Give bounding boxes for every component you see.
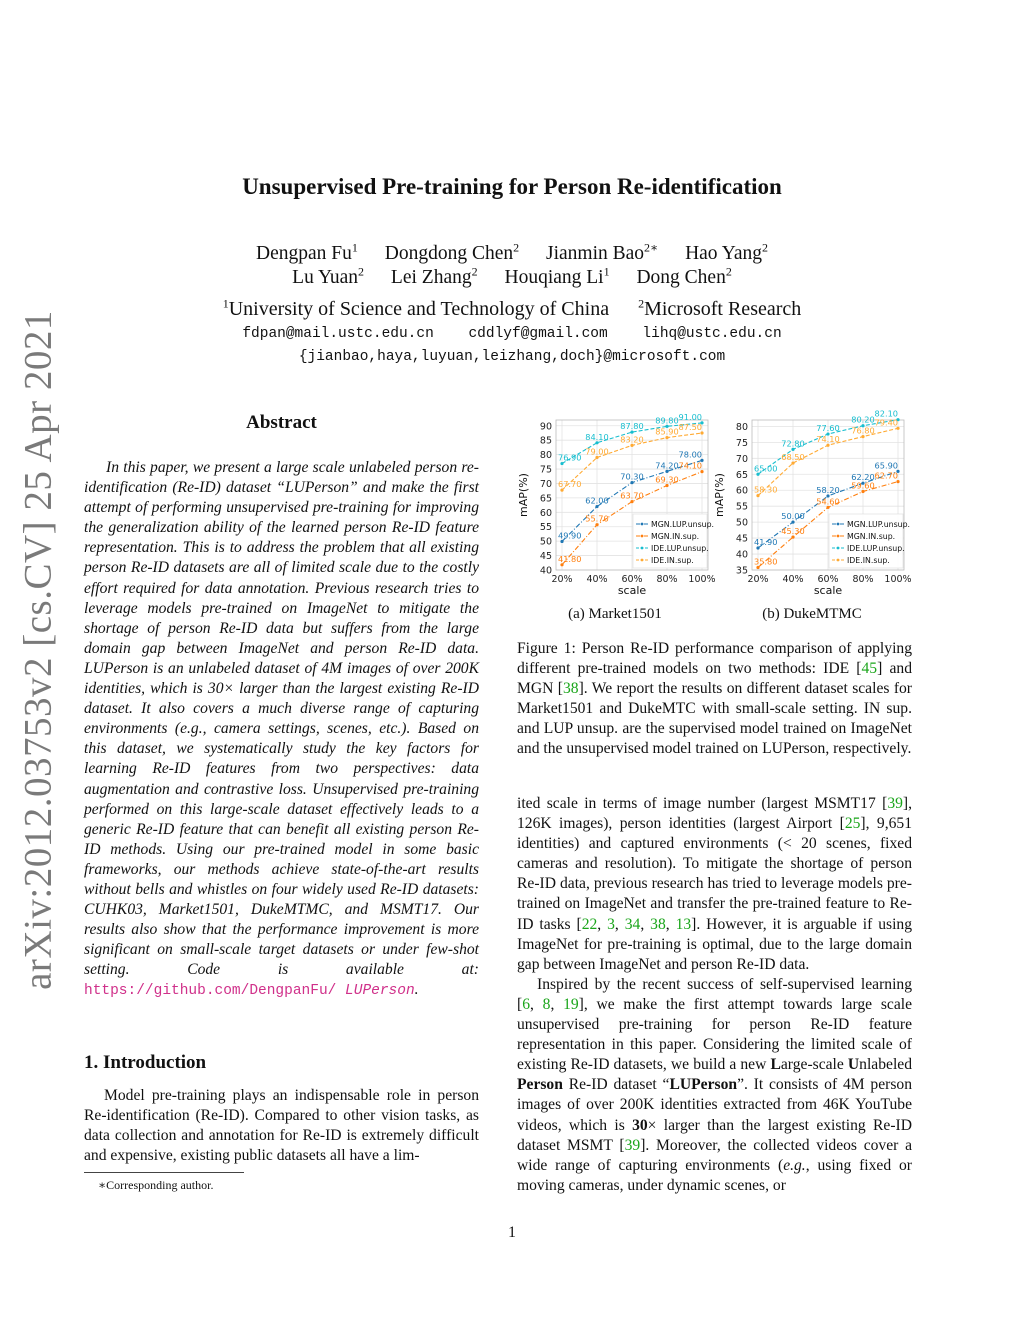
arxiv-identifier: arXiv:2012.03753v2 [cs.CV] 25 Apr 2021 [16,310,60,990]
x-tick-label: 60% [817,574,839,585]
paragraph: Inspired by the recent success of self-supervised learning [6, 8, 19], we make the first attempt towards large scale unsupervised pre-training for person Re-ID feature representation in this paper. Considering the limited scale of existing Re-ID datasets, we build a new Large-scale Unlabeled Person Re-ID dataset “LUPerson”. It consists of 4M person images of over 200K identities extracted from 46K YouTube videos, which is 30× larger than the largest existing Re-ID dataset MSMT [39]. Moreover, the collected videos cover a wide range of capturing environments (e.g., using fixed or moving cameras, under dynamic scenes, or [517,975,912,1194]
intro-body: Model pre-training plays an indispensable role in person Re-identification (Re-ID). Compared to other vision tasks, as data collection and annotation for Re-ID is extremely difficult and expensive, existing public datasets all have a lim- [84,1087,479,1164]
citation-link[interactable]: 13 [675,915,692,933]
affiliations [0,296,1024,321]
citation-link[interactable]: 45 [861,660,878,678]
y-tick-label: 45 [735,533,748,545]
x-tick-label: 80% [656,574,678,585]
y-tick-label: 40 [539,565,552,577]
data-label: 65.00 [754,463,778,474]
email: lihq@ustc.edu.cn [642,326,782,342]
citation-link[interactable]: 34 [624,915,641,933]
citation-link[interactable]: 39 [887,795,903,812]
data-label: 62.00 [585,495,609,506]
legend-label: IDE.LUP.unsup. [847,544,905,553]
legend-label: IDE.IN.sup. [651,556,694,565]
x-tick-label: 80% [852,574,874,585]
y-tick-label: 60 [735,485,748,497]
legend-label: IDE.LUP.unsup. [651,544,709,553]
data-label: 70.30 [620,471,644,482]
citation-link[interactable]: 38 [562,680,579,698]
data-label: 74.10 [816,434,840,445]
y-tick-label: 80 [735,421,748,433]
x-tick-label: 20% [747,574,769,585]
y-tick-label: 75 [539,464,552,476]
x-tick-label: 60% [621,574,643,585]
author: Jianmin Bao$^{2∗}$ [545,240,659,264]
data-label: 67.70 [558,479,582,490]
y-tick-label: 40 [735,549,748,561]
intro-heading: 1. Introduction [84,1052,207,1073]
data-label: 58.20 [816,484,840,495]
citation-link[interactable]: 25 [844,815,861,833]
legend-marker [641,547,644,550]
y-tick-label: 55 [735,501,748,513]
abstract-body: In this paper, we present a large scale unlabeled person re-identification (Re-ID) dataset “LUPerson” and make the first attempt of performing unsupervised pre-training for improving the generalization ability of the learned person Re-ID feature representation. This is to address the problem that all existing person Re-ID datasets are all of limited scale due to the costly effort required for data annotation. Previous research tries to leverage models pre-trained on ImageNet to mitigate the shortage of person Re-ID data but suffers from the large domain gap between ImageNet and person Re-ID data. LUPerson is an unlabeled dataset of 4M images of over 200K identities, which is 30× larger than the largest existing Re-ID dataset. It also covers a much diverse range of capturing environments (e.g., camera settings, scenes, etc.). Based on this dataset, we systematically study the key factors for learning Re-ID features from two perspectives: data augmentation and contrastive loss. Unsupervised pre-training performed on this large-scale dataset effectively leads to a generic Re-ID feature that can benefit all existing person Re-ID methods. Using our pre-trained model in some basic frameworks, our methods achieve state-of-the-art results without bells and whistles on four widely used Re-ID datasets: CUHK03, Market1501, DukeMTMC, and MSMT17. Our results also show that the performance improvement is more significant on small-scale target datasets or under few-shot setting. Code is available at: https://github.com/DengpanFu/ LUPerson. [84,459,479,1000]
x-tick-label: 20% [551,574,573,585]
data-label: 78.00 [678,449,702,460]
citation-link[interactable]: 38 [650,915,666,933]
data-label: 85.90 [655,426,679,437]
chart-market1501 [516,411,716,597]
legend-label: MGN.LUP.unsup. [651,520,715,529]
citation-link[interactable]: 8 [542,995,551,1013]
data-label: 68.50 [781,452,805,463]
y-tick-label: 65 [735,469,748,481]
paragraph: ited scale in terms of image number (largest MSMT17 [39], 126K images), person identities (largest Airport [25], 9,651 identities) and captured environments (< 20 scenes, fixed cameras and resolution). To mitigate the shortage of person Re-ID data, previous research has tried to leverage models pre-trained on ImageNet and transfer the pre-trained feature to Re-ID tasks [22, 3, 34, 38, 13]. However, it is arguable if using ImageNet for pre-training is optimal, due to the large domain gap between ImageNet and person Re-ID data. [517,795,913,973]
author: Dongdong Chen$^2$ [384,240,520,264]
data-label: 41.90 [754,536,778,547]
data-label: 50.00 [781,511,805,522]
emails-row-2 [0,349,1024,365]
data-label: 82.10 [874,408,898,419]
email: fdpan@mail.ustc.edu.cn [242,326,434,342]
y-tick-label: 85 [539,435,552,447]
data-label: 87.50 [678,421,702,432]
author: Lei Zhang$^2$ [390,264,478,288]
right-column-text [517,794,912,1196]
x-tick-label: 40% [782,574,804,585]
legend-label: MGN.LUP.unsup. [847,520,911,529]
x-axis-label: scale [813,584,843,597]
data-label: 62.70 [874,470,898,481]
legend-label: IDE.IN.sup. [847,556,890,565]
y-tick-label: 50 [539,536,552,548]
data-label: 63.70 [620,490,644,501]
data-label: 77.60 [816,423,840,434]
subcaption-b: (b) DukeMTMC [762,606,862,622]
data-label: 35.80 [754,556,778,567]
x-tick-label: 100% [688,574,716,585]
data-label: 49.90 [558,530,582,541]
legend-marker [837,547,840,550]
data-label: 79.00 [585,446,609,457]
y-tick-label: 70 [539,478,552,490]
data-label: 74.10 [678,460,702,471]
data-label: 72.80 [781,438,805,449]
data-label: 83.20 [620,434,644,445]
data-label: 59.60 [851,480,875,491]
y-tick-label: 75 [735,437,748,449]
emails-row-1 [0,326,1024,342]
authors-row-1 [0,240,1024,265]
author: Hao Yang$^2$ [685,240,768,264]
legend-marker [837,535,840,538]
footnote: ∗Corresponding author. [98,1178,214,1192]
x-tick-label: 100% [884,574,912,585]
abstract-text: In this paper, we present a large scale unlabeled person re-identification (Re-ID) dataset “LUPerson” and make the first attempt of performing unsupervised pre-training for improving the generalization ability of the learned person Re-ID feature representation. This is to address the problem that all existing person Re-ID datasets are all of limited scale due to the costly effort required for data annotation. Previous research tries to leverage models pre-trained on ImageNet to mitigate the shortage of person Re-ID data but suffers from the large domain gap between ImageNet and person Re-ID data. LUPerson is an unlabeled dataset of 4M images of over 200K identities, which is 30× larger than the largest existing Re-ID dataset. It also covers a much diverse range of capturing environments (e.g., camera settings, scenes, etc.). Based on this dataset, we systematically study the key factors for learning Re-ID features from two perspectives: data augmentation and contrastive loss. Unsupervised pre-training performed on this large-scale dataset effectively leads to a generic Re-ID feature that can benefit all existing person Re-ID methods. Using our pre-trained model in some basic frameworks, our methods achieve state-of-the-art results without bells and whistles on four widely used Re-ID datasets: CUHK03, Market1501, DukeMTMC, and MSMT17. Our results also show that the performance improvement is more significant on small-scale target datasets or under few-shot setting. Code is available at: [84,459,479,979]
data-label: 76.80 [851,425,875,436]
y-tick-label: 60 [539,507,552,519]
citation-link[interactable]: 6 [522,995,530,1013]
data-label: 41.80 [558,553,582,564]
legend-marker [641,559,644,562]
data-label: 84.10 [585,431,609,442]
arxiv-sidebar [6,300,70,1000]
legend-label: MGN.IN.sup. [651,532,700,541]
author: Dong Chen$^2$ [636,264,732,288]
data-label: 87.80 [620,421,644,432]
y-tick-label: 45 [539,551,552,563]
code-link[interactable]: https://github.com/DengpanFu/ LUPerson [84,983,415,1000]
y-tick-label: 90 [539,421,552,433]
legend-marker [641,523,644,526]
footnote-rule [84,1172,244,1173]
y-tick-label: 65 [539,493,552,505]
data-label: 91.00 [678,411,702,422]
x-axis-label: scale [617,584,647,597]
y-tick-label: 35 [735,565,748,577]
data-label: 69.30 [655,474,679,485]
paper-title: Unsupervised Pre-training for Person Re-identification [242,174,782,199]
citation-link[interactable]: 19 [563,995,579,1013]
email: {jianbao,haya,luyuan,leizhang,doch}@microsoft.com [298,349,726,365]
data-label: 62.20 [851,472,875,483]
legend-label: MGN.IN.sup. [847,532,896,541]
data-label: 79.40 [874,417,898,428]
affiliation: $^2$Microsoft Research [638,296,802,320]
data-label: 74.20 [655,460,679,471]
data-label: 80.20 [851,414,875,425]
page-number: 1 [508,1224,516,1241]
y-axis-label: mAP(%) [713,473,726,517]
email: cddlyf@gmail.com [468,326,608,342]
chart-dukemtmc [712,408,912,597]
y-tick-label: 55 [539,522,552,534]
figure-caption: Figure 1: Person Re-ID performance comparison of applying different pre-trained models on two methods: IDE [45] and MGN [38]. We report the results on different dataset scales for Market1501 and DukeMTC with small-scale setting. IN sup. and LUP unsup. are the supervised model trained on ImageNet and the unsupervised model trained on LUPerson, respectively. [517,640,913,758]
data-label: 55.70 [585,513,609,524]
legend-marker [837,559,840,562]
citation-link[interactable]: 3 [607,915,615,933]
abstract-heading: Abstract [246,412,317,433]
data-label: 65.90 [874,460,898,471]
subcaption-a: (a) Market1501 [568,606,662,622]
legend-marker [641,535,644,538]
data-label: 89.80 [655,415,679,426]
data-label: 45.30 [781,526,805,537]
y-tick-label: 70 [735,453,748,465]
x-tick-label: 40% [586,574,608,585]
author: Houqiang Li$^1$ [504,264,610,288]
legend-marker [837,523,840,526]
authors-row-2 [0,264,1024,289]
y-tick-label: 80 [539,450,552,462]
author: Lu Yuan$^2$ [292,264,365,288]
citation-link[interactable]: 22 [581,915,598,933]
affiliation: $^1$University of Science and Technology of China [222,296,610,320]
data-label: 76.90 [558,452,582,463]
y-tick-label: 50 [735,517,748,529]
author: Dengpan Fu$^1$ [255,240,358,264]
citation-link[interactable]: 39 [624,1136,641,1154]
data-label: 54.60 [816,496,840,507]
y-axis-label: mAP(%) [517,473,530,517]
data-label: 58.30 [754,484,778,495]
